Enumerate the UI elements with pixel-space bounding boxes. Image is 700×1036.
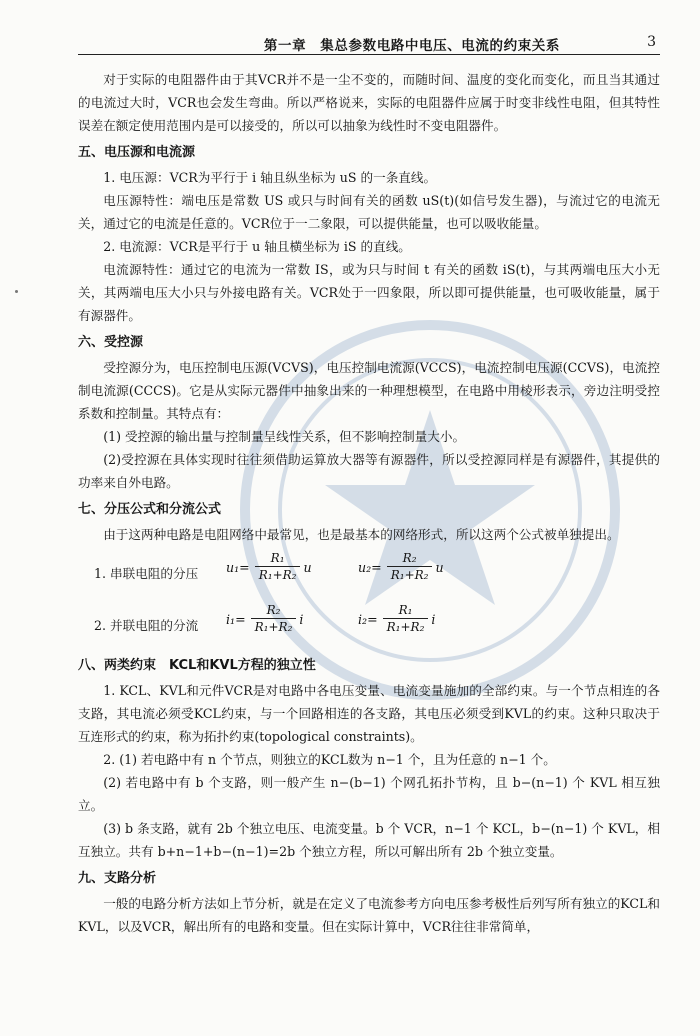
section-6-p1: 受控源分为，电压控制电压源(VCVS)，电压控制电流源(VCCS)，电流控制电压源(CCVS)，电流控制电流源(CCCS)。它是从实际元器件中抽象出来的一种理想模型，在电路中用棱形表示，旁边注明受控系数和控制量。其特点有： — [78, 360, 660, 421]
formula-i2-tail: i — [431, 611, 436, 627]
formula-u1 — [226, 550, 312, 584]
formula-2-label: 2. 并联电阻的分流 — [94, 618, 199, 633]
formula-u2-fraction — [387, 550, 433, 584]
page-number: 3 — [647, 34, 656, 50]
page-speck — [15, 290, 18, 293]
formula-i1-tail: i — [299, 611, 304, 627]
current-divider-formula — [78, 598, 660, 650]
formula-i2-den: R₁+R₂ — [383, 618, 429, 636]
section-8-title: 八、两类约束 KCL和KVL方程的独立性 — [78, 658, 316, 673]
voltage-divider-formula — [78, 546, 660, 598]
section-5-p1: 1. 电压源：VCR为平行于 i 轴且纵坐标为 uS 的一条直线。 — [103, 170, 437, 185]
section-6-title: 六、受控源 — [78, 335, 144, 350]
section-5-title: 五、电压源和电流源 — [78, 145, 196, 160]
section-6-p3: (2)受控源在具体实现时往往须借助运算放大器等有源器件，所以受控源同样是有源器件，其提供的功率来自外电路。 — [78, 452, 660, 490]
running-header — [78, 30, 660, 55]
formula-i2 — [358, 602, 435, 636]
chapter-title: 第一章 集总参数电路中电压、电流的约束关系 — [263, 38, 560, 54]
section-5-p4: 电流源特性：通过它的电流为一常数 IS，或为只与时间 t 有关的函数 iS(t)，与其两端电压大小无关，其两端电压大小只与外接电路有关。VCR处于一四象限，所以即可提供能量，也可吸收能量，属于有源器件。 — [78, 262, 660, 323]
section-7-title: 七、分压公式和分流公式 — [78, 502, 222, 517]
formula-i1-lhs: i₁= — [226, 611, 246, 627]
section-8-p1: 1. KCL、KVL和元件VCR是对电路中各电压变量、电流变量施加的全部约束。与一个节点相连的各支路，其电流必须受KCL约束，与一个回路相连的各支路，其电压必须受到KVL的约束。这种只取决于互连形式的约束，称为拓扑约束(topological constraints)。 — [78, 683, 660, 744]
body-text — [78, 68, 660, 938]
formula-i1-den: R₁+R₂ — [251, 618, 297, 636]
formula-u2-tail: u — [435, 559, 444, 575]
formula-u1-den: R₁+R₂ — [255, 566, 301, 584]
formula-u2-den: R₁+R₂ — [387, 566, 433, 584]
formula-u2-lhs: u₂= — [358, 559, 382, 575]
formula-i1-fraction — [251, 602, 297, 636]
formula-1-label: 1. 串联电阻的分压 — [94, 566, 199, 581]
formula-i2-lhs: i₂= — [358, 611, 378, 627]
section-5-p2: 电压源特性：端电压是常数 US 或只与时间有关的函数 uS(t)(如信号发生器)，与流过它的电流无关，通过它的电流是任意的。VCR位于一二象限，可以提供能量，也可以吸收能量。 — [78, 193, 660, 231]
formula-u1-num: R₁ — [270, 551, 285, 565]
section-8-p4: (3) b 条支路，就有 2b 个独立电压、电流变量。b 个 VCR，n−1 个 KCL，b−(n−1) 个 KVL，相互独立。共有 b+n−1+b−(n−1)=2b 个独立方程，所以可解出所有 2b 个独立变量。 — [78, 821, 660, 859]
section-9-title: 九、支路分析 — [78, 871, 157, 886]
section-7-p1: 由于这两种电路是电阻网络中最常见，也是最基本的网络形式，所以这两个公式被单独提出。 — [103, 527, 620, 542]
formula-u1-tail: u — [303, 559, 312, 575]
formula-i2-fraction — [383, 602, 429, 636]
section-9-p1: 一般的电路分析方法如上节分析，就是在定义了电流参考方向电压参考极性后列写所有独立的KCL和KVL，以及VCR，解出所有的电路和变量。但在实际计算中，VCR往往非常简单， — [78, 896, 660, 934]
section-8-p2: 2. (1) 若电路中有 n 个节点，则独立的KCL数为 n−1 个，且为任意的 n−1 个。 — [103, 752, 556, 767]
section-6-p2: (1) 受控源的输出量与控制量呈线性关系，但不影响控制量大小。 — [103, 429, 466, 444]
formula-u1-fraction — [255, 550, 301, 584]
formula-i2-num: R₁ — [398, 603, 413, 617]
section-8-p3: (2) 若电路中有 b 个支路，则一般产生 n−(b−1) 个网孔拓扑节构，且 b−(n−1) 个 KVL 相互独立。 — [78, 775, 660, 813]
formula-u2-num: R₂ — [402, 551, 417, 565]
formula-i1-num: R₂ — [266, 603, 281, 617]
formula-u2 — [358, 550, 444, 584]
section-5-p3: 2. 电流源：VCR是平行于 u 轴且横坐标为 iS 的直线。 — [103, 239, 411, 254]
formula-i1 — [226, 602, 303, 636]
formula-u1-lhs: u₁= — [226, 559, 250, 575]
intro-paragraph: 对于实际的电阻器件由于其VCR并不是一尘不变的，而随时间、温度的变化而变化，而且当其通过的电流过大时，VCR也会发生弯曲。所以严格说来，实际的电阻器件应属于时变非线性电阻，但其特性误差在额定使用范围内是可以接受的，所以可以抽象为线性时不变电阻器件。 — [78, 72, 660, 133]
